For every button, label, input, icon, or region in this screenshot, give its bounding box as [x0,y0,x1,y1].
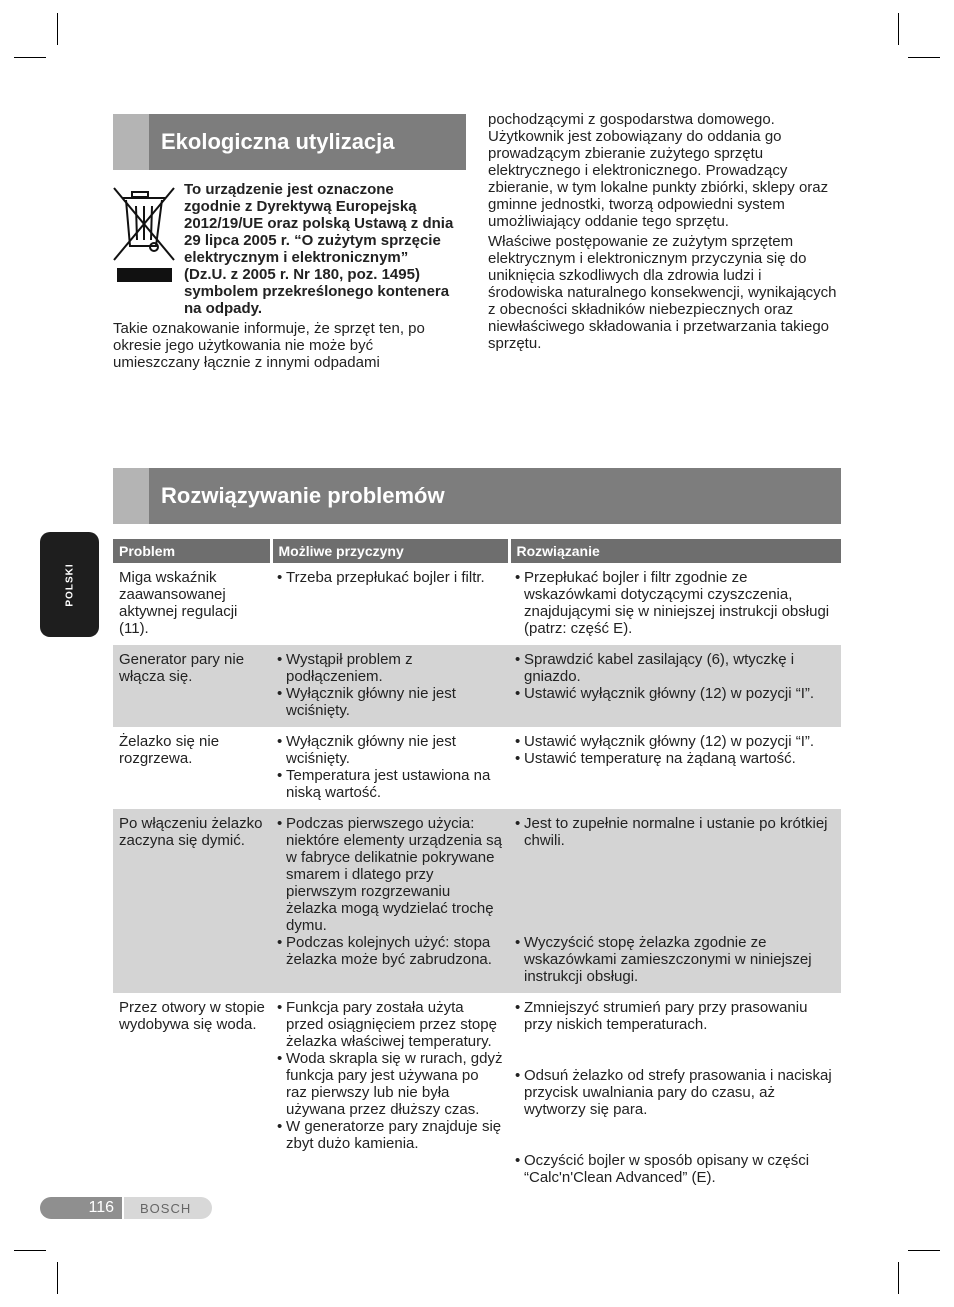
solution-item: • Ustawić temperaturę na żądaną wartość. [515,750,835,767]
weee-notice-bold: To urządzenie jest oznaczone zgodnie z Dyrektywą Europejską 2012/19/UE oraz polską Ustawą z dnia 29 lipca 2005 r. “O zużytym sprzęcie elektrycznym i elektronicznym” (Dz.U. z 2005 r. Nr 180, poz. 1495) symbolem przekreślonego kontenera na odpady. [184,181,454,317]
cause-item: • Wyłącznik główny nie jest wciśnięty. [277,685,503,719]
section-header-ecology [113,114,466,170]
solution-item: • Oczyścić bojler w sposób opisany w części “Calc'n'Clean Advanced” (E). [515,1152,835,1186]
solution-cell [509,993,841,1194]
cause-item: • Trzeba przepłukać bojler i filtr. [277,569,503,586]
causes-cell [271,727,509,809]
causes-cell [271,809,509,993]
crop-mark [908,1250,940,1251]
solution-cell [509,809,841,993]
problem-cell: Generator pary nie włącza się. [113,645,271,727]
problem-cell: Miga wskaźnik zaawansowanej aktywnej regulacji (11). [119,569,238,637]
page-footer [40,1197,212,1219]
table-row [113,993,841,1194]
problem-cell: Żelazko się nie rozgrzewa. [119,733,220,767]
solution-item: • Ustawić wyłącznik główny (12) w pozycji “I”. [515,685,835,702]
crop-mark [14,57,46,58]
crop-mark [908,57,940,58]
header-tab [113,114,149,170]
solution-cell [509,563,841,645]
crop-mark [898,13,899,45]
column-header-solution: Rozwiązanie [509,539,841,563]
crop-mark [14,1250,46,1251]
solution-cell [509,645,841,727]
cause-item: • Podczas kolejnych użyć: stopa żelazka może być zabrudzona. [277,934,503,968]
solution-item: • Jest to zupełnie normalne i ustanie po krótkiej chwili. [515,815,835,849]
header-tab [113,468,149,524]
solution-item: • Wyczyścić stopę żelazka zgodnie ze wskazówkami zamieszczonymi w niniejszej instrukcji obsługi. [515,934,835,985]
brand-label: BOSCH [124,1197,212,1219]
table-row [113,645,841,727]
solution-item: • Sprawdzić kabel zasilający (6), wtyczkę i gniazdo. [515,651,835,685]
weee-right-column [488,111,838,352]
causes-cell [271,645,509,727]
crossed-bin-icon [112,184,176,286]
cause-item: • Podczas pierwszego użycia: niektóre elementy urządzenia są w fabryce delikatnie pokrywane smarem i dlatego przy pierwszym rozgrzewaniu żelazka mogą wydzielać trochę dymu. [277,815,503,934]
column-header-problem: Problem [113,539,271,563]
table-row [113,809,841,993]
weee-paragraph: Właściwe postępowanie ze zużytym sprzętem elektrycznym i elektronicznym przyczynia się do uniknięcia szkodliwych dla zdrowia ludzi i środowiska naturalnego konsekwencji, wynikających z obecności składników niebezpiecznych oraz niewłaściwego składowania i przetwarzania takiego sprzętu. [488,233,837,352]
section-title: Rozwiązywanie problemów [161,483,445,508]
cause-item: • W generatorze pary znajduje się zbyt dużo kamienia. [277,1118,503,1152]
cause-item: • Temperatura jest ustawiona na niską wartość. [277,767,503,801]
solution-cell [509,727,841,809]
solution-item: • Przepłukać bojler i filtr zgodnie ze wskazówkami dotyczącymi czyszczenia, znajdującymi się w niniejszej instrukcji obsługi (patrz: część E). [515,569,835,637]
section-header-troubleshooting [113,468,841,524]
table-row [113,563,841,645]
causes-cell [271,993,509,1194]
solution-item: • Zmniejszyć strumień pary przy prasowaniu przy niskich temperaturach. [515,999,835,1033]
section-title: Ekologiczna utylizacja [161,129,395,154]
cause-item: • Wyłącznik główny nie jest wciśnięty. [277,733,503,767]
page-number: 116 [40,1197,122,1219]
crop-mark [57,1262,58,1294]
crop-mark [898,1262,899,1294]
solution-item: • Odsuń żelazko od strefy prasowania i naciskaj przycisk uwalniania pary do czasu, aż wytworzy się para. [515,1067,835,1118]
table-header-row [113,539,841,563]
cause-item: • Wystąpił problem z podłączeniem. [277,651,503,685]
weee-paragraph: pochodzącymi z gospodarstwa domowego. Użytkownik jest zobowiązany do oddania go prowadzącym zbieranie zużytego sprzętu elektrycznego i elektronicznego. Prowadzący zbieranie, w tym lokalne punkty zbiórki, sklepy oraz gminne jednostki, tworzą odpowiedni system umożliwiający oddanie tego sprzętu. [488,111,829,230]
problem-cell: Przez otwory w stopie wydobywa się woda. [119,999,265,1033]
cause-item: • Woda skrapla się w rurach, gdyż funkcja pary jest używana po raz pierwszy lub nie była używana przez dłuższy czas. [277,1050,503,1118]
troubleshooting-table [113,539,841,1194]
weee-notice-text: Takie oznakowanie informuje, że sprzęt ten, po okresie jego użytkowania nie może być umieszczany łącznie z innymi odpadami [113,320,425,371]
language-label: POLSKI [64,562,75,607]
problem-cell: Po włączeniu żelazko zaczyna się dymić. [113,809,271,993]
cause-item: • Funkcja pary została użyta przed osiągnięciem przez stopę żelazka właściwej temperatury. [277,999,503,1050]
solution-item: • Ustawić wyłącznik główny (12) w pozycji “I”. [515,733,835,750]
table-row [113,727,841,809]
column-header-causes: Możliwe przyczyny [271,539,509,563]
language-tab [40,532,99,637]
causes-cell [271,563,509,645]
crop-mark [57,13,58,45]
